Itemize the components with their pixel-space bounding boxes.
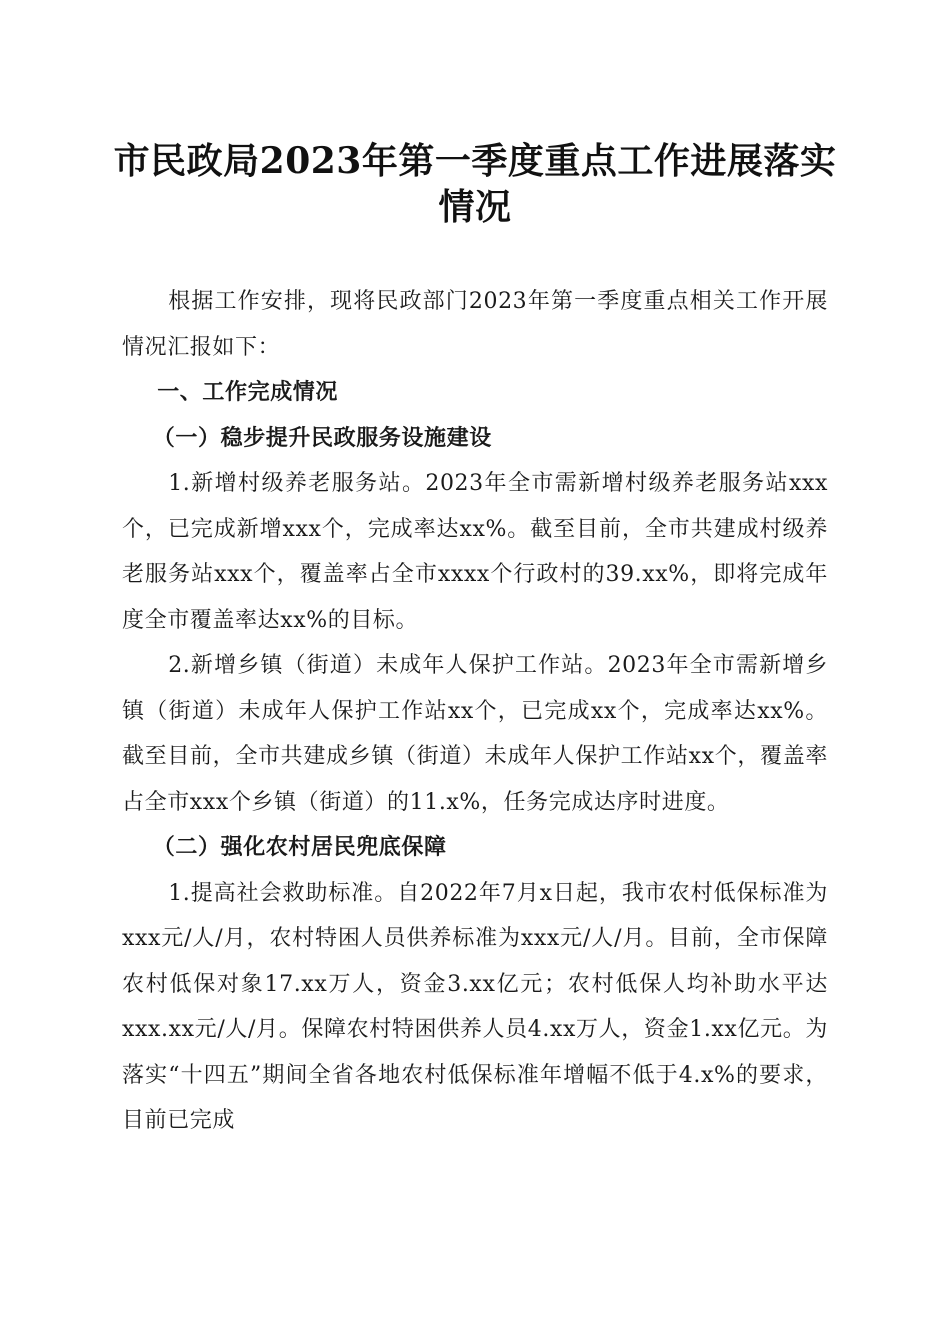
- paragraph-social-assistance-standard: 1.提高社会救助标准。自2022年7月x日起，我市农村低保标准为xxx元/人/月，农村特困人员供养标准为xxx元/人/月。目前，全市保障农村低保对象17.xx万人，资金3.xx亿元；农村低保人均补助水平达xxx.xx元/人/月。保障农村特困供养人员4.xx万人，资金1.xx亿元。为落实“十四五”期间全省各地农村低保标准年增幅不低于4.x%的要求，目前已完成: [122, 880, 828, 1133]
- document-title: 市民政局2023年第一季度重点工作进展落实情况: [113, 140, 837, 228]
- paragraph-elderly-service-stations: 1.新增村级养老服务站。2023年全市需新增村级养老服务站xxx个，已完成新增xxx个，完成率达xx%。截至目前，全市共建成村级养老服务站xxx个，覆盖率占全市xxxx个行政村的39.xx%，即将完成年度全市覆盖率达xx%的目标。: [122, 471, 828, 633]
- subsection-heading-rural-security: （二）强化农村居民兜底保障: [152, 834, 447, 860]
- section-heading-work-completion: 一、工作完成情况: [157, 380, 338, 405]
- subsection-heading-facilities: （一）稳步提升民政服务设施建设: [152, 424, 492, 451]
- document-body: [122, 279, 828, 1144]
- intro-paragraph: 根据工作安排，现将民政部门2023年第一季度重点相关工作开展情况汇报如下：: [122, 289, 828, 360]
- paragraph-minor-protection-stations: 2.新增乡镇（街道）未成年人保护工作站。2023年全市需新增乡镇（街道）未成年人保护工作站xx个，已完成xx个，完成率达xx%。截至目前，全市共建成乡镇（街道）未成年人保护工作站xx个，覆盖率占全市xxx个乡镇（街道）的11.x%，任务完成达序时进度。: [122, 653, 828, 815]
